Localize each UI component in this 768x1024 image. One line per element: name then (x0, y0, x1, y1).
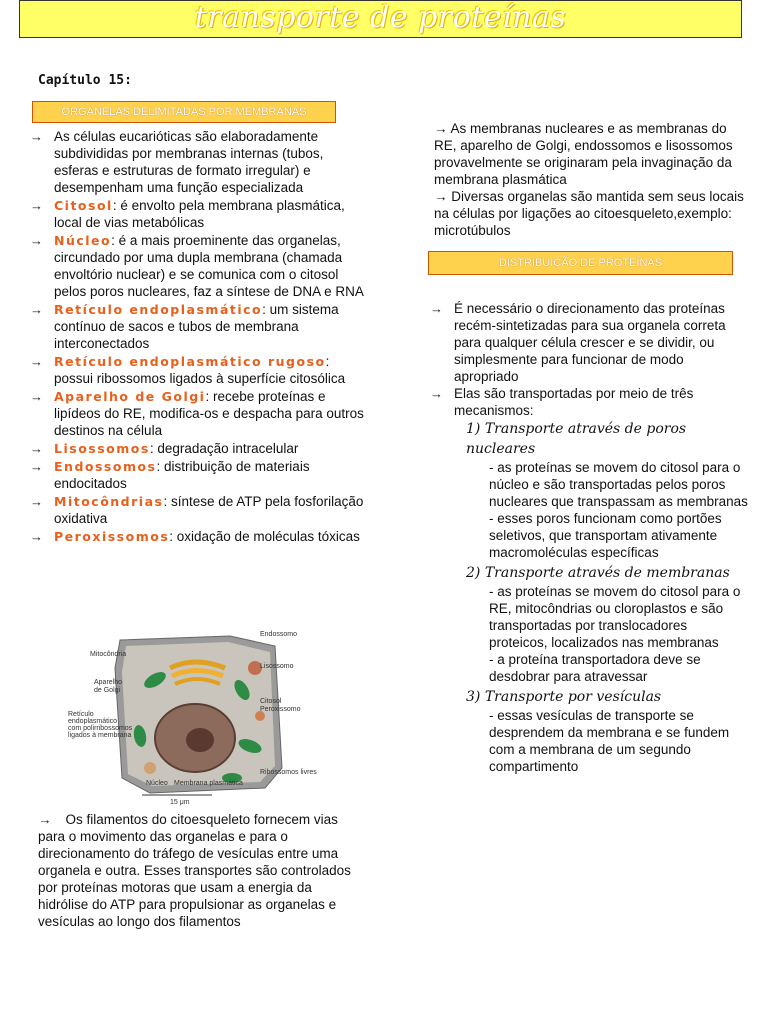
arrow-icon: → (434, 121, 448, 136)
organelle-item (30, 388, 365, 439)
mechanism-title: 3) Transporte por vesículas (466, 689, 662, 705)
mechanism-detail: - as proteínas se movem do citosol para o núcleo e são transportadas pelos poros nucleares que transpassam as membranas (489, 460, 748, 509)
organelle-description: : degradação intracelular (149, 441, 299, 456)
organelle-term: Núcleo (54, 233, 112, 248)
organelle-item (30, 458, 365, 492)
mechanism-title: 2) Transporte através de membranas (466, 565, 730, 581)
right-item-text: As membranas nucleares e as membranas do RE, aparelho de Golgi, endossomos e lisossomos provavelmente se originaram pela invaginação da membrana plasmática (434, 121, 733, 187)
arrow-icon: → (30, 354, 43, 369)
svg-text:Retículo: Retículo (68, 711, 94, 718)
arrow-icon: → (430, 301, 443, 316)
svg-text:Mitocôndria: Mitocôndria (90, 651, 127, 658)
organelle-term: Aparelho de Golgi (54, 389, 206, 404)
organelle-item (30, 128, 365, 196)
right-item (434, 120, 749, 188)
organelle-description: : síntese de ATP pela fosforilação oxidativa (54, 494, 364, 526)
organelle-term: Mitocôndrias (54, 494, 164, 509)
left-column (30, 128, 365, 546)
right-item-text: Diversas organelas são mantida sem seus locais na células por ligações ao citoesqueleto,exemplo: microtúbulos (434, 189, 744, 238)
organelle-description: : recebe proteínas e lipídeos do RE, modifica-os e despacha para outros destinos na célula (54, 389, 364, 438)
right-main-column (430, 300, 748, 775)
svg-text:de Golgi: de Golgi (94, 687, 121, 694)
arrow-icon: → (30, 494, 43, 509)
page-title: transporte de proteínas (194, 0, 567, 35)
svg-text:Núcleo: Núcleo (146, 780, 168, 787)
organelle-description: As células eucarióticas são elaboradamente subdivididas por membranas internas (tubos, esferas e estruturas de formato irregular) e desempenham uma função especializada (54, 129, 324, 195)
mechanism-detail: - essas vesículas de transporte se desprendem da membrana e se fundem com a membrana de um segundo compartimento (489, 708, 730, 774)
arrow-icon: → (30, 233, 43, 248)
organelle-description: : possui ribossomos ligados à superfície citosólica (54, 354, 346, 386)
svg-text:Membrana plasmática: Membrana plasmática (174, 780, 243, 787)
chapter-heading: Capítulo 15: (38, 73, 132, 88)
arrow-icon: → (434, 189, 448, 204)
distribution-text: Elas são transportadas por meio de três mecanismos: (454, 386, 694, 418)
section-heading-text: DISTRIBUIÇÃO DE PROTEÍNAS (498, 257, 663, 269)
arrow-icon: → (30, 459, 43, 474)
svg-text:15 μm: 15 μm (170, 799, 190, 806)
organelle-item (30, 353, 365, 387)
cytoskeleton-paragraph (38, 811, 358, 930)
distribution-item (430, 300, 748, 385)
organelle-item (30, 232, 365, 300)
arrow-icon: → (38, 812, 52, 827)
organelle-description: : é a mais proeminente das organelas, circundado por uma dupla membrana (chamada envoltório nuclear) e se comunica com o citosol pelos poros nucleares, faz a síntese de DNA e RNA (54, 233, 364, 299)
arrow-icon: → (430, 386, 443, 401)
distribution-text: É necessário o direcionamento das proteínas recém-sintetizadas para sua organela correta para qualquer célula crescer e se dividir, ou simplesmente para funcionar de modo apropriado (454, 301, 726, 384)
svg-text:ligados à membrana: ligados à membrana (68, 732, 132, 739)
organelle-term: Retículo endoplasmático (54, 302, 263, 317)
mechanism-detail: - a proteína transportadora deve se desdobrar para atravessar (489, 652, 701, 684)
svg-text:com polirribossomos: com polirribossomos (68, 725, 133, 732)
mechanism-detail: - esses poros funcionam como portões seletivos, que transportam ativamente macromoléculas específicas (489, 511, 722, 560)
organelle-item (30, 301, 365, 352)
arrow-icon: → (30, 302, 43, 317)
svg-text:Aparelho: Aparelho (94, 679, 123, 686)
section-heading-distribuicao (428, 251, 733, 275)
arrow-icon: → (30, 129, 43, 144)
svg-text:Lisossomo: Lisossomo (260, 663, 294, 670)
title-banner (19, 0, 742, 38)
organelle-description: : oxidação de moléculas tóxicas (169, 529, 360, 544)
arrow-icon: → (30, 389, 43, 404)
organelle-item (30, 493, 365, 527)
section-heading-text: ORGANELAS DELIMITADAS POR MEMBRANAS (61, 106, 307, 118)
organelle-description: : um sistema contínuo de sacos e tubos de membrana interconectados (54, 302, 339, 351)
organelle-term: Retículo endoplasmático rugoso (54, 354, 326, 369)
organelle-term: Peroxissomos (54, 529, 170, 544)
right-item (434, 188, 749, 239)
arrow-icon: → (30, 529, 43, 544)
organelle-description: : é envolto pela membrana plasmática, local de vias metabólicas (54, 198, 345, 230)
right-top-column (434, 120, 749, 239)
arrow-icon: → (30, 198, 43, 213)
organelle-item (30, 528, 365, 545)
svg-text:endoplasmático: endoplasmático (68, 718, 118, 725)
svg-text:Endossomo: Endossomo (260, 631, 297, 638)
organelle-item (30, 440, 365, 457)
svg-text:Citosol: Citosol (260, 698, 282, 705)
svg-text:Peroxissomo: Peroxissomo (260, 706, 301, 713)
arrow-icon: → (30, 441, 43, 456)
cell-diagram (60, 628, 360, 806)
paragraph-text: Os filamentos do citoesqueleto fornecem vias para o movimento das organelas e para o direcionamento do tráfego de vesículas entre uma organela e outra. Esses transportes são controlados por proteínas motoras que usam a energia da hidrólise do ATP para propulsionar as organelas e vesículas ao longo dos filamentos (38, 812, 351, 929)
organelle-term: Endossomos (54, 459, 157, 474)
organelle-term: Citosol (54, 198, 113, 213)
svg-text:Ribossomos livres: Ribossomos livres (260, 769, 317, 776)
distribution-item (430, 385, 748, 419)
mechanism-detail: - as proteínas se movem do citosol para o RE, mitocôndrias ou cloroplastos e são transportadas por translocadores proteicos, localizados nas membranas (489, 584, 741, 650)
cell-illustration (60, 628, 360, 806)
organelle-term: Lisossomos (54, 441, 150, 456)
organelle-item (30, 197, 365, 231)
organelle-description: : distribuição de materiais endocitados (54, 459, 310, 491)
mechanism-title: 1) Transporte através de poros nucleares (466, 421, 687, 457)
section-heading-organelas (32, 101, 336, 123)
